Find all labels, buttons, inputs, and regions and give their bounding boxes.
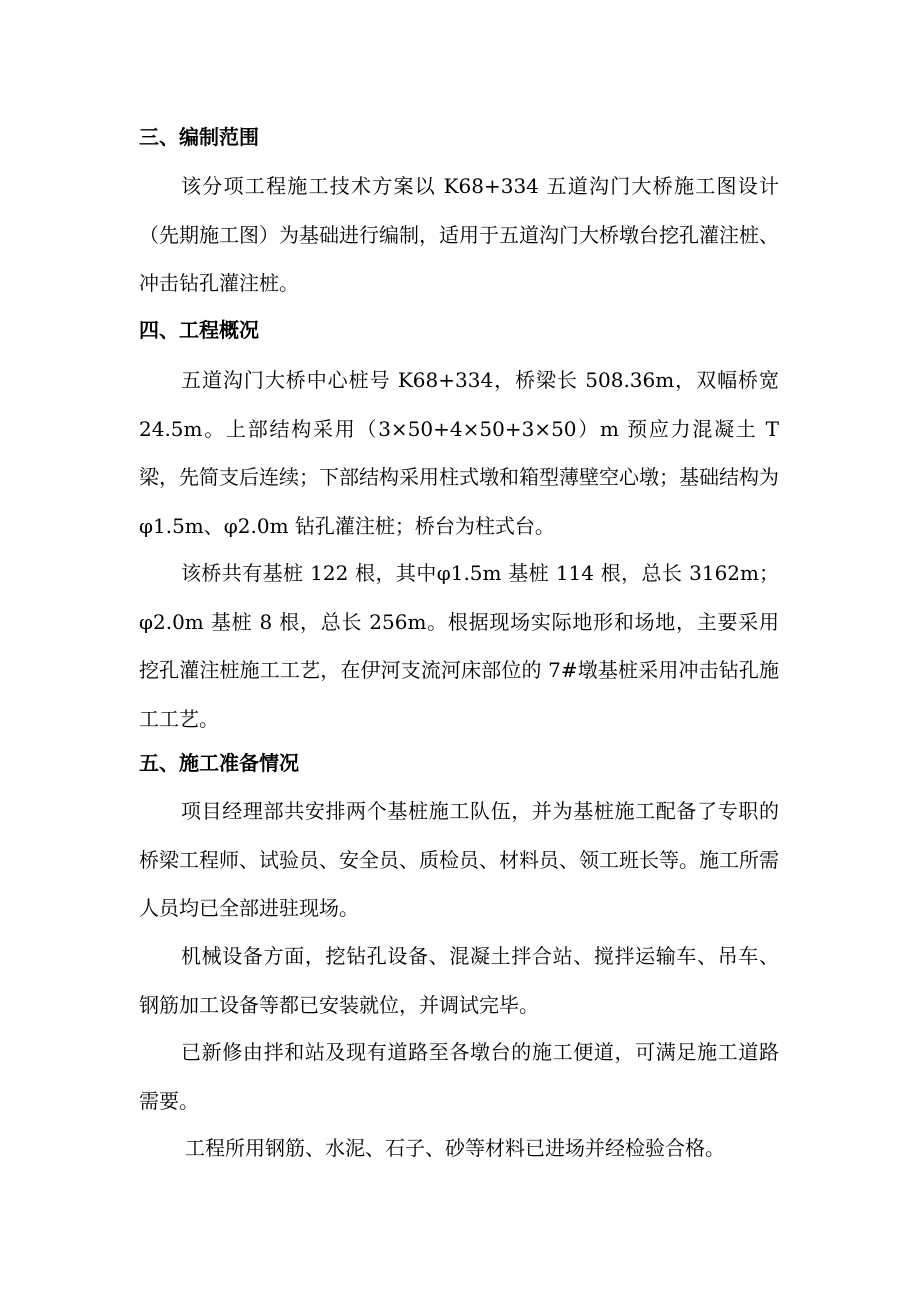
paragraph-overview-piles: 该桥共有基桩 122 根，其中φ1.5m 基桩 114 根，总长 3162m；φ2.0m 基桩 8 根，总长 256m。根据现场实际地形和场地，主要采用挖孔灌注桩施工工艺，在伊河支流河床部位的 7#墩基桩采用冲击钻孔施工工艺。	[139, 561, 779, 731]
paragraph-preparation-materials: 工程所用钢筋、水泥、石子、砂等材料已进场并经检验合格。	[185, 1136, 725, 1160]
paragraph-preparation-equipment: 机械设备方面，挖钻孔设备、混凝土拌合站、搅拌运输车、吊车、钢筋加工设备等都已安装就位，并调试完毕。	[139, 944, 779, 1017]
section-heading-scope: 三、编制范围	[139, 125, 259, 149]
section-heading-preparation: 五、施工准备情况	[139, 751, 299, 775]
paragraph-preparation-road: 已新修由拌和站及现有道路至各墩台的施工便道，可满足施工道路需要。	[139, 1040, 779, 1113]
paragraph-preparation-staff: 项目经理部共安排两个基桩施工队伍，并为基桩施工配备了专职的桥梁工程师、试验员、安全员、质检员、材料员、领工班长等。施工所需人员均已全部进驻现场。	[139, 799, 779, 920]
section-heading-overview: 四、工程概况	[139, 318, 259, 342]
paragraph-overview-bridge: 五道沟门大桥中心桩号 K68+334，桥梁长 508.36m，双幅桥宽 24.5m。上部结构采用（3×50+4×50+3×50）m 预应力混凝土 T 梁，先简支后连续；下部结构采用柱式墩和箱型薄壁空心墩；基础结构为φ1.5m、φ2.0m 钻孔灌注桩；桥台为柱式台。	[139, 368, 779, 538]
paragraph-scope: 该分项工程施工技术方案以 K68+334 五道沟门大桥施工图设计（先期施工图）为基础进行编制，适用于五道沟门大桥墩台挖孔灌注桩、冲击钻孔灌注桩。	[139, 174, 779, 295]
